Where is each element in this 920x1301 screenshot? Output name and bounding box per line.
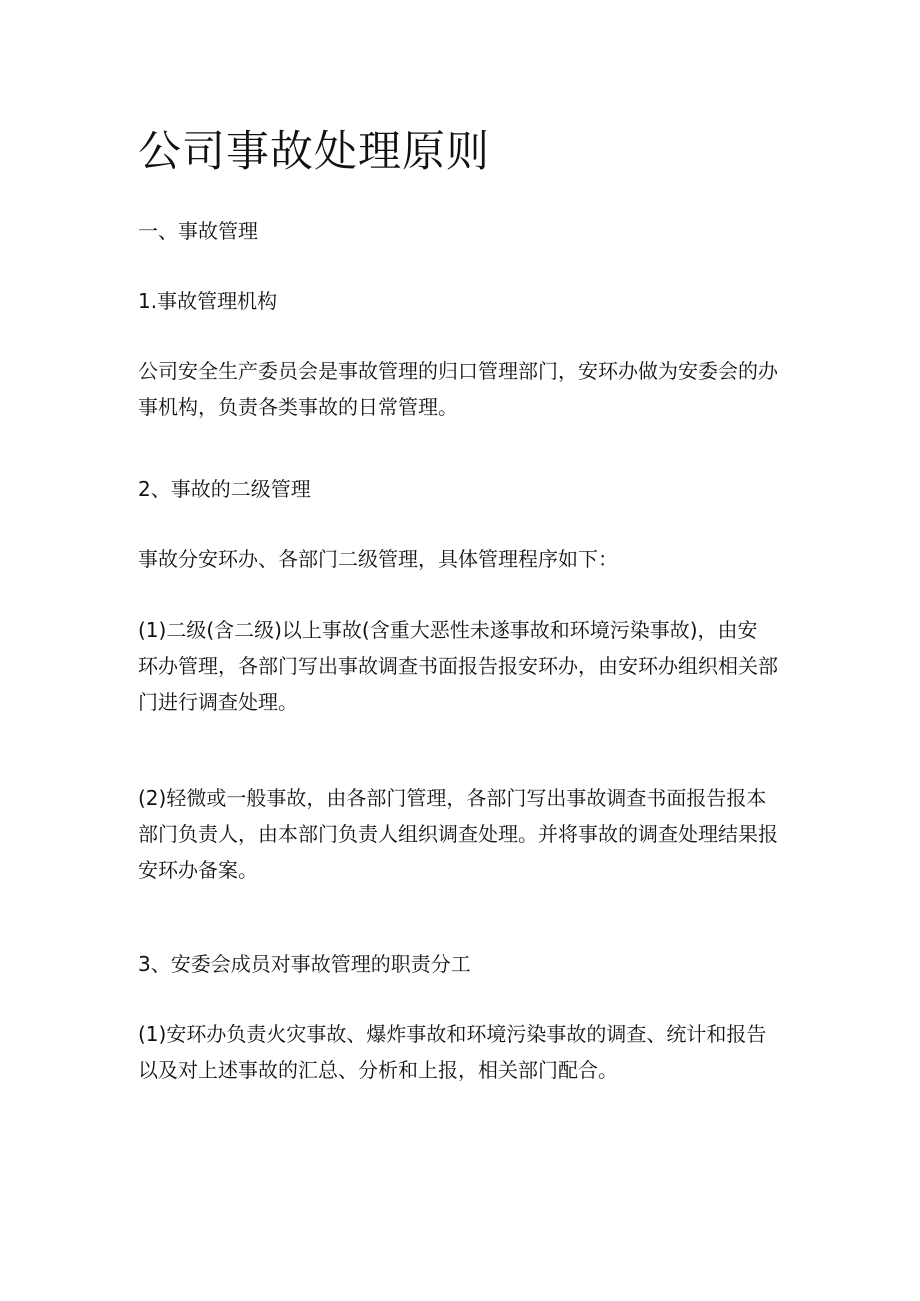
heading-management-organization: [138, 283, 786, 319]
text-line: 一、事故管理: [138, 219, 258, 243]
text-line: 公司安全生产委员会是事故管理的归口管理部门，安环办做为安委会的办: [138, 359, 778, 383]
paragraph-two-level-intro: [138, 541, 786, 577]
text-line: 2、事故的二级管理: [138, 477, 311, 501]
text-line: (1)二级(含二级)以上事故(含重大恶性未遂事故和环境污染事故)，由安: [138, 618, 758, 642]
text-line: 部门负责人，由本部门负责人组织调查处理。并将事故的调查处理结果报: [138, 822, 778, 846]
text-line: 环办管理，各部门写出事故调查书面报告报安环办，由安环办组织相关部: [138, 654, 778, 678]
text-line: (2)轻微或一般事故，由各部门管理，各部门写出事故调查书面报告报本: [138, 786, 767, 810]
paragraph-duty-item-1: [138, 1016, 786, 1088]
text-line: 1.事故管理机构: [138, 289, 278, 313]
text-line: 事机构，负责各类事故的日常管理。: [138, 395, 458, 419]
text-line: 事故分安环办、各部门二级管理，具体管理程序如下：: [138, 547, 618, 571]
paragraph-item-1: [138, 612, 786, 720]
text-line: 门进行调查处理。: [138, 690, 298, 714]
paragraph-organization-body: [138, 353, 786, 425]
text-line: 3、安委会成员对事故管理的职责分工: [138, 952, 471, 976]
heading-committee-duties: [138, 946, 786, 982]
heading-two-level-management: [138, 471, 786, 507]
text-line: (1)安环办负责火灾事故、爆炸事故和环境污染事故的调查、统计和报告: [138, 1022, 767, 1046]
heading-accident-management: [138, 213, 786, 249]
paragraph-item-2: [138, 780, 786, 888]
text-line: 安环办备案。: [138, 858, 258, 882]
text-line: 以及对上述事故的汇总、分析和上报，相关部门配合。: [138, 1058, 618, 1082]
document-title: 公司事故处理原则: [138, 127, 490, 177]
